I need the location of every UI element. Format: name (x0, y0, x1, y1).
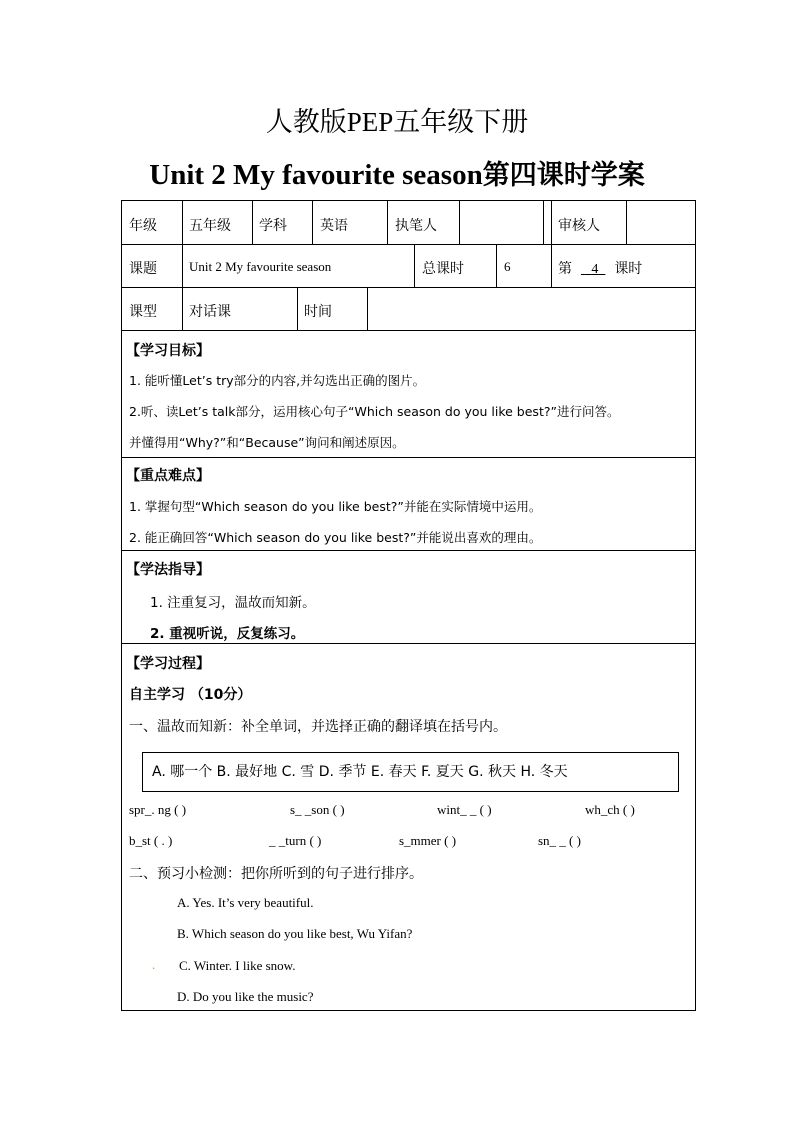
page-subtitle (0, 153, 794, 192)
sentence-d: D. Do you like the music? (177, 989, 314, 1004)
lesson-number-digit (584, 262, 605, 277)
label-topic: 课题 (129, 261, 157, 277)
blank-which: wh_ch ( ) (585, 802, 635, 817)
translation-options: A. 哪一个 B. 最好地 C. 雪 D. 季节 E. 春天 F. 夏天 G. 秋天 H. 冬天 (152, 764, 568, 780)
method-line-2: 2. 重视听说，反复练习。 (150, 626, 305, 642)
keypoints-line-1: 1. 掌握句型“Which season do you like best?”并能在实际情境中运用。 (129, 499, 542, 514)
col-divider (496, 244, 497, 287)
blank-season: s_ _son ( ) (290, 802, 345, 817)
col-divider (297, 287, 298, 330)
lesson-number-text: 4 (591, 262, 599, 277)
value-topic: Unit 2 My favourite season (189, 259, 332, 274)
keypoints-line-2: 2. 能正确回答“Which season do you like best?”并能说出喜欢的理由。 (129, 530, 542, 545)
sentence-c: C. Winter. I like snow. (179, 958, 296, 973)
lesson-number (558, 258, 642, 278)
lesson-number-prefix: 第 (558, 261, 572, 277)
row-divider (122, 287, 695, 288)
col-divider (182, 244, 183, 287)
label-reviewer: 审核人 (558, 218, 600, 234)
blank-summer: s_mmer ( ) (399, 833, 457, 848)
col-divider (551, 244, 552, 287)
col-divider (551, 201, 552, 244)
col-divider (459, 201, 460, 244)
value-lesson-type: 对话课 (189, 304, 231, 320)
method-line-1: 1. 注重复习，温故而知新。 (150, 595, 316, 611)
goals-line-3: 并懂得用“Why?”和“Because”询问和阐述原因。 (129, 435, 405, 450)
goals-line-2: 2.听、读Let’s talk部分，运用核心句子“Which season do you like best?”进行问答。 (129, 404, 620, 419)
task-2-instruction: 二、预习小检测：把你所听到的句子进行排序。 (129, 866, 423, 882)
subtitle-chinese: 第四课时学案 (482, 160, 645, 191)
col-divider (387, 201, 388, 244)
subtitle-english: Unit 2 My favourite season (149, 159, 483, 191)
label-author: 执笔人 (395, 218, 437, 234)
col-divider (182, 201, 183, 244)
sentence-b: B. Which season do you like best, Wu Yifan? (177, 926, 413, 941)
goals-heading: 【学习目标】 (126, 343, 210, 359)
col-divider (182, 287, 183, 330)
goals-line-1: 1. 能听懂Let’s try部分的内容,并勾选出正确的图片。 (129, 373, 426, 388)
sentence-c-marker: . (152, 957, 156, 972)
process-heading: 【学习过程】 (126, 656, 210, 672)
col-divider (543, 201, 544, 244)
blank-snow: sn_ _ ( ) (538, 833, 581, 848)
lesson-plan-table (121, 200, 696, 1011)
value-subject: 英语 (320, 218, 348, 234)
col-divider (414, 244, 415, 287)
col-divider (367, 287, 368, 330)
row-divider (122, 244, 695, 245)
translation-options-box (142, 752, 679, 792)
value-total-lessons: 6 (504, 259, 511, 274)
lesson-number-suffix: 课时 (614, 261, 643, 277)
label-grade: 年级 (129, 218, 157, 234)
label-subject: 学科 (259, 218, 287, 234)
blank-best: b_st ( . ) (129, 833, 173, 848)
label-total-lessons: 总课时 (422, 261, 464, 277)
row-divider (122, 643, 695, 644)
method-heading: 【学法指导】 (126, 562, 210, 578)
label-lesson-type: 课型 (129, 304, 157, 320)
col-divider (312, 201, 313, 244)
col-divider (626, 201, 627, 244)
sentence-a: A. Yes. It’s very beautiful. (177, 895, 314, 910)
blank-spring: spr_. ng ( ) (129, 802, 187, 817)
label-time: 时间 (304, 304, 332, 320)
value-grade: 五年级 (189, 218, 231, 234)
keypoints-heading: 【重点难点】 (126, 468, 210, 484)
row-divider (122, 550, 695, 551)
page-title: 人教版PEP五年级下册 (265, 107, 529, 137)
row-divider (122, 330, 695, 331)
self-study-label: 自主学习 （10分） (129, 687, 252, 703)
task-1-instruction: 一、温故而知新：补全单词，并选择正确的翻译填在括号内。 (129, 719, 507, 735)
row-divider (122, 457, 695, 458)
blank-autumn: _ _turn ( ) (269, 833, 322, 848)
col-divider (252, 201, 253, 244)
blank-winter: wint_ _ ( ) (437, 802, 492, 817)
